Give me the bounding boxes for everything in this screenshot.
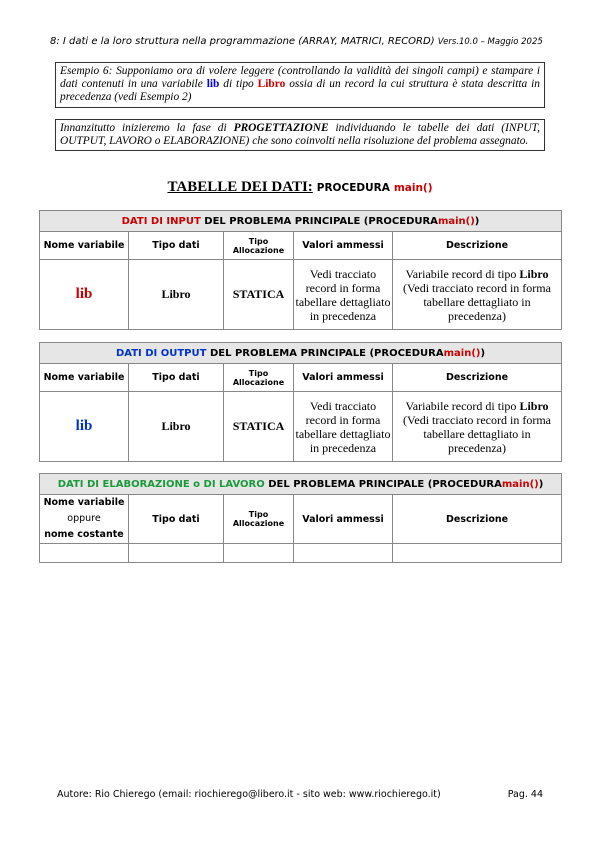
example-text-1: Esempio 6: Supponiamo ora di volere leggere (controllando la validità dei singoli campi) e stampare i dati contenuti in una variabile: [60, 65, 540, 91]
tables-title-main: TABELLE DEI DATI:: [167, 179, 313, 195]
caption-part: ): [538, 478, 544, 490]
caption-part: ): [480, 347, 486, 359]
example-text-3: ossia di un record la cui struttura è stata descritta in precedenza (vedi Esempio 2): [60, 78, 540, 104]
work-table-caption: [40, 474, 562, 495]
col-alloc-header: [224, 232, 294, 260]
empty-cell: [129, 544, 224, 563]
cell-type: Libro: [129, 260, 224, 330]
desc-c: (Vedi tracciato record in forma tabellare dettagliato in precedenza): [403, 412, 551, 455]
header-version: Vers.10.0 – Maggio 2025: [437, 37, 543, 47]
caption-part: DATI DI ELABORAZIONE o DI LAVORO: [57, 478, 265, 490]
alloc-1: Tipo: [248, 236, 269, 246]
input-table: [39, 210, 562, 330]
cell-type: Libro: [129, 392, 224, 462]
col-alloc-header: [224, 364, 294, 392]
col-type-header: Tipo dati: [129, 232, 224, 260]
empty-cell: [294, 544, 393, 563]
empty-cell: [224, 544, 294, 563]
col-values-header: Valori ammessi: [294, 232, 393, 260]
alloc-1: Tipo: [248, 368, 269, 378]
tables-title-proc: PROCEDURA: [316, 182, 390, 194]
name-1: Nome variabile: [43, 497, 125, 508]
alloc-1: Tipo: [248, 510, 269, 519]
cell-values: Vedi tracciato record in forma tabellare dettagliato in precedenza: [294, 392, 393, 462]
caption-fn: main(): [501, 478, 539, 490]
col-alloc-header: [224, 495, 294, 544]
example-type: Libro: [257, 78, 286, 91]
col-name-header: Nome variabile: [40, 364, 129, 392]
empty-cell: [40, 544, 129, 563]
caption-part: DATI DI INPUT: [121, 215, 201, 227]
intro-text-1: Innanzitutto inizieremo la fase di: [60, 122, 227, 134]
intro-text-2: individuando le tabelle dei dati (INPUT, OUTPUT, LAVORO o ELABORAZIONE) che sono coinvolti nella risoluzione del problema assegnato.: [60, 122, 540, 148]
example-var: lib: [206, 78, 220, 91]
intro-bold: PROGETTAZIONE: [233, 122, 329, 134]
alloc-2: Allocazione: [232, 519, 285, 528]
col-name-header: [40, 495, 129, 544]
alloc-2: Allocazione: [232, 245, 285, 255]
tables-title: [0, 178, 600, 196]
desc-c: (Vedi tracciato record in forma tabellare dettagliato in precedenza): [403, 280, 551, 323]
col-desc-header: Descrizione: [393, 364, 562, 392]
col-name-header: Nome variabile: [40, 232, 129, 260]
cell-alloc: STATICA: [224, 392, 294, 462]
col-values-header: Valori ammessi: [294, 495, 393, 544]
output-table-caption: [40, 343, 562, 364]
col-type-header: Tipo dati: [129, 495, 224, 544]
page-header: [50, 36, 550, 47]
caption-part: DEL PROBLEMA PRINCIPALE (PROCEDURA: [204, 215, 438, 227]
caption-part: DEL PROBLEMA PRINCIPALE (PROCEDURA: [268, 478, 502, 490]
alloc-2: Allocazione: [232, 377, 285, 387]
page-number: Pag. 44: [507, 789, 543, 800]
col-desc-header: Descrizione: [393, 495, 562, 544]
cell-name: lib: [40, 260, 129, 330]
caption-part: DATI DI OUTPUT: [115, 347, 207, 359]
work-table: [39, 473, 562, 563]
col-type-header: Tipo dati: [129, 364, 224, 392]
cell-name: lib: [40, 392, 129, 462]
caption-part: DEL PROBLEMA PRINCIPALE (PROCEDURA: [209, 347, 444, 359]
name-3: nome costante: [44, 529, 124, 540]
output-table: [39, 342, 562, 462]
empty-cell: [393, 544, 562, 563]
desc-b: Libro: [519, 398, 549, 413]
caption-fn: main(): [443, 347, 481, 359]
cell-desc: [393, 260, 562, 330]
col-values-header: Valori ammessi: [294, 364, 393, 392]
desc-a: Variabile record di tipo: [405, 266, 517, 281]
page-footer: [57, 789, 547, 800]
cell-values: Vedi tracciato record in forma tabellare dettagliato in precedenza: [294, 260, 393, 330]
tables-title-fn: main(): [393, 182, 433, 194]
example-box: [55, 62, 545, 108]
cell-desc: [393, 392, 562, 462]
col-desc-header: Descrizione: [393, 232, 562, 260]
example-text-2: di tipo: [223, 78, 254, 91]
caption-part: ): [474, 215, 480, 227]
name-2: oppure: [67, 513, 101, 524]
desc-b: Libro: [519, 266, 549, 281]
desc-a: Variabile record di tipo: [405, 398, 517, 413]
input-table-caption: [40, 211, 562, 232]
header-title: 8: I dati e la loro struttura nella programmazione (ARRAY, MATRICI, RECORD): [50, 36, 435, 47]
footer-author: Autore: Rio Chierego (email: riochierego@libero.it - sito web: www.riochierego.it): [57, 789, 441, 800]
cell-alloc: STATICA: [224, 260, 294, 330]
caption-fn: main(): [437, 215, 475, 227]
intro-box: [55, 119, 545, 151]
